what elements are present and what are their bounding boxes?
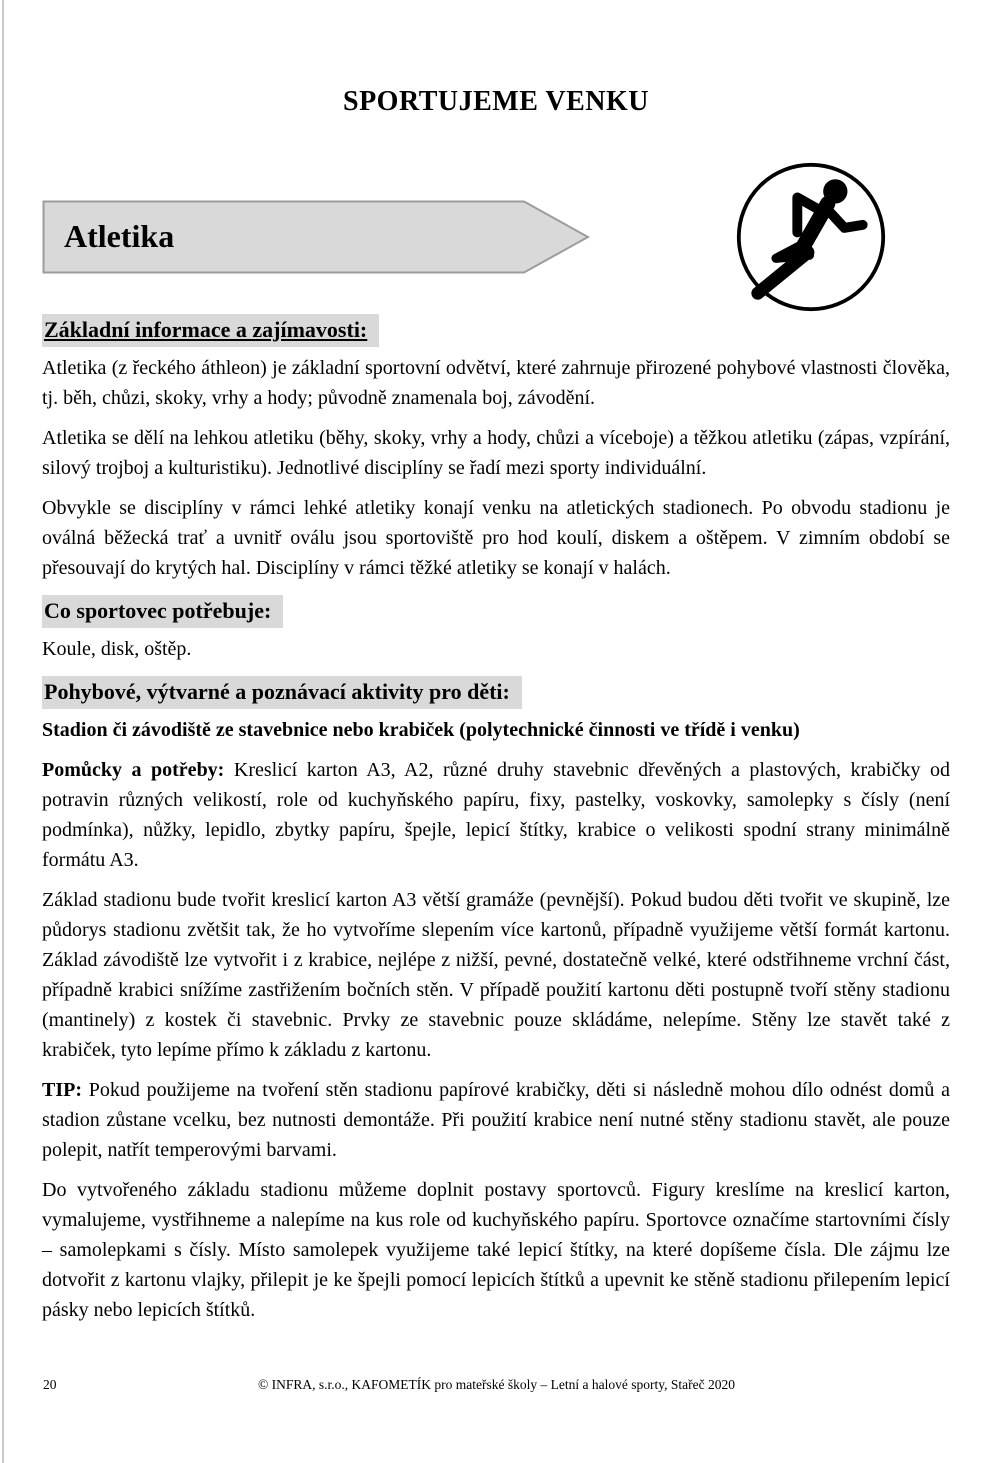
- paragraph-info-1: Atletika (z řeckého áthleon) je základní sportovní odvětví, které zahrnuje přirozené pohybové vlastnosti člověka, tj. běh, chůzi, skoky, vrhy a hody; původně znamenala boj, závodění.: [42, 357, 950, 409]
- section-banner-label: Atletika: [64, 217, 175, 254]
- section-header-row: [42, 162, 950, 312]
- page-content: [0, 86, 993, 1325]
- paragraph-figures: Do vytvořeného základu stadionu můžeme doplnit postavy sportovců. Figury kreslíme na kreslicí karton, vymalujeme, vystřihneme a nalepíme na kus role od kuchyňského papíru. Sportovce označíme startovními čísly – samolepkami s čísly. Místo samolepek využijeme také lepicí štítky, na které dopíšeme čísla. Dle zájmu lze dotvořit z kartonu vlajky, přilepit je ke špejli pomocí lepicích štítků a upevnit ke stěně stadionu přilepením lepicí pásky nebo lepicích štítků.: [42, 1179, 950, 1321]
- section-banner: [42, 200, 590, 274]
- paragraph-tip: [42, 1075, 950, 1165]
- heading-activities: [42, 676, 950, 709]
- paragraph-needs: Koule, disk, oštěp.: [42, 638, 192, 660]
- page-footer: [43, 1376, 950, 1394]
- runner-badge: [735, 161, 887, 313]
- runner-icon: [735, 161, 887, 313]
- tip-label: TIP:: [42, 1079, 82, 1101]
- paragraph-construction: Základ stadionu bude tvořit kreslicí karton A3 větší gramáže (pevnější). Pokud budou děti tvořit ve skupině, lze půdorys stadionu zvětšit tak, že ho vytvoříme slepením více kartonů, případně využijeme větší formát kartonu. Základ závodiště lze vytvořit i z krabice, nejlépe z nižší, pevné, dostatečně velké, které odstřihneme vrchní část, případně krabici snížíme zastřižením bočních stěn. V případě použití kartonu děti postupně tvoří stěny stadionu (mantinely) z kostek či stavebnic. Prvky ze stavebnic pouze skládáme, nelepíme. Stěny lze stavět také z krabiček, tyto lepíme přímo k základu z kartonu.: [42, 889, 950, 1061]
- heading-athlete-needs: [42, 595, 950, 628]
- page-edge-line: [2, 0, 4, 1463]
- paragraph-info-3: Obvykle se disciplíny v rámci lehké atletiky konají venku na atletických stadionech. Po obvodu stadionu je oválná běžecká trať a uvnitř oválu jsou sportoviště pro hod koulí, diskem a oštěpem. V zimním období se přesouvají do krytých hal. Disciplíny v rámci těžké atletiky se konají v halách.: [42, 497, 950, 579]
- heading-activities-label: Pohybové, výtvarné a poznávací aktivity pro děti:: [44, 679, 510, 704]
- paragraph-info-2: Atletika se dělí na lehkou atletiku (běhy, skoky, vrhy a hody, chůzi a víceboje) a těžkou atletiku (zápas, vzpírání, silový trojboj a kulturistiku). Jednotlivé disciplíny se řadí mezi sporty individuální.: [42, 427, 950, 479]
- activity-title: Stadion či závodiště ze stavebnice nebo krabiček (polytechnické činnosti ve třídě i venku): [42, 719, 800, 741]
- page-number: 20: [43, 1377, 57, 1392]
- heading-basic-info-label: Základní informace a zajímavosti:: [44, 317, 368, 342]
- supplies-label: Pomůcky a potřeby:: [42, 759, 225, 781]
- copyright-line: © INFRA, s.r.o., KAFOMETÍK pro mateřské školy – Letní a halové sporty, Stařeč 2020: [258, 1377, 735, 1392]
- heading-basic-info: [42, 314, 950, 347]
- heading-athlete-needs-label: Co sportovec potřebuje:: [44, 598, 272, 623]
- tip-text: Pokud použijeme na tvoření stěn stadionu papírové krabičky, děti si následně mohou dílo odnést domů a stadion zůstane vcelku, bez nutnosti demontáže. Při použití krabice není nutné stěny stadionu stavět, ale pouze polepit, natřít temperovými barvami.: [42, 1079, 950, 1161]
- paragraph-supplies: [42, 755, 950, 875]
- page-title: SPORTUJEME VENKU: [343, 86, 649, 117]
- supplies-text: Kreslicí karton A3, A2, různé druhy stavebnic dřevěných a plastových, krabičky od potravin různých velikostí, role od kuchyňského papíru, fixy, pastelky, voskovky, samolepky s čísly (není podmínka), nůžky, lepidlo, zbytky papíru, špejle, lepicí štítky, krabice o velikosti spodní strany minimálně formátu A3.: [42, 759, 950, 871]
